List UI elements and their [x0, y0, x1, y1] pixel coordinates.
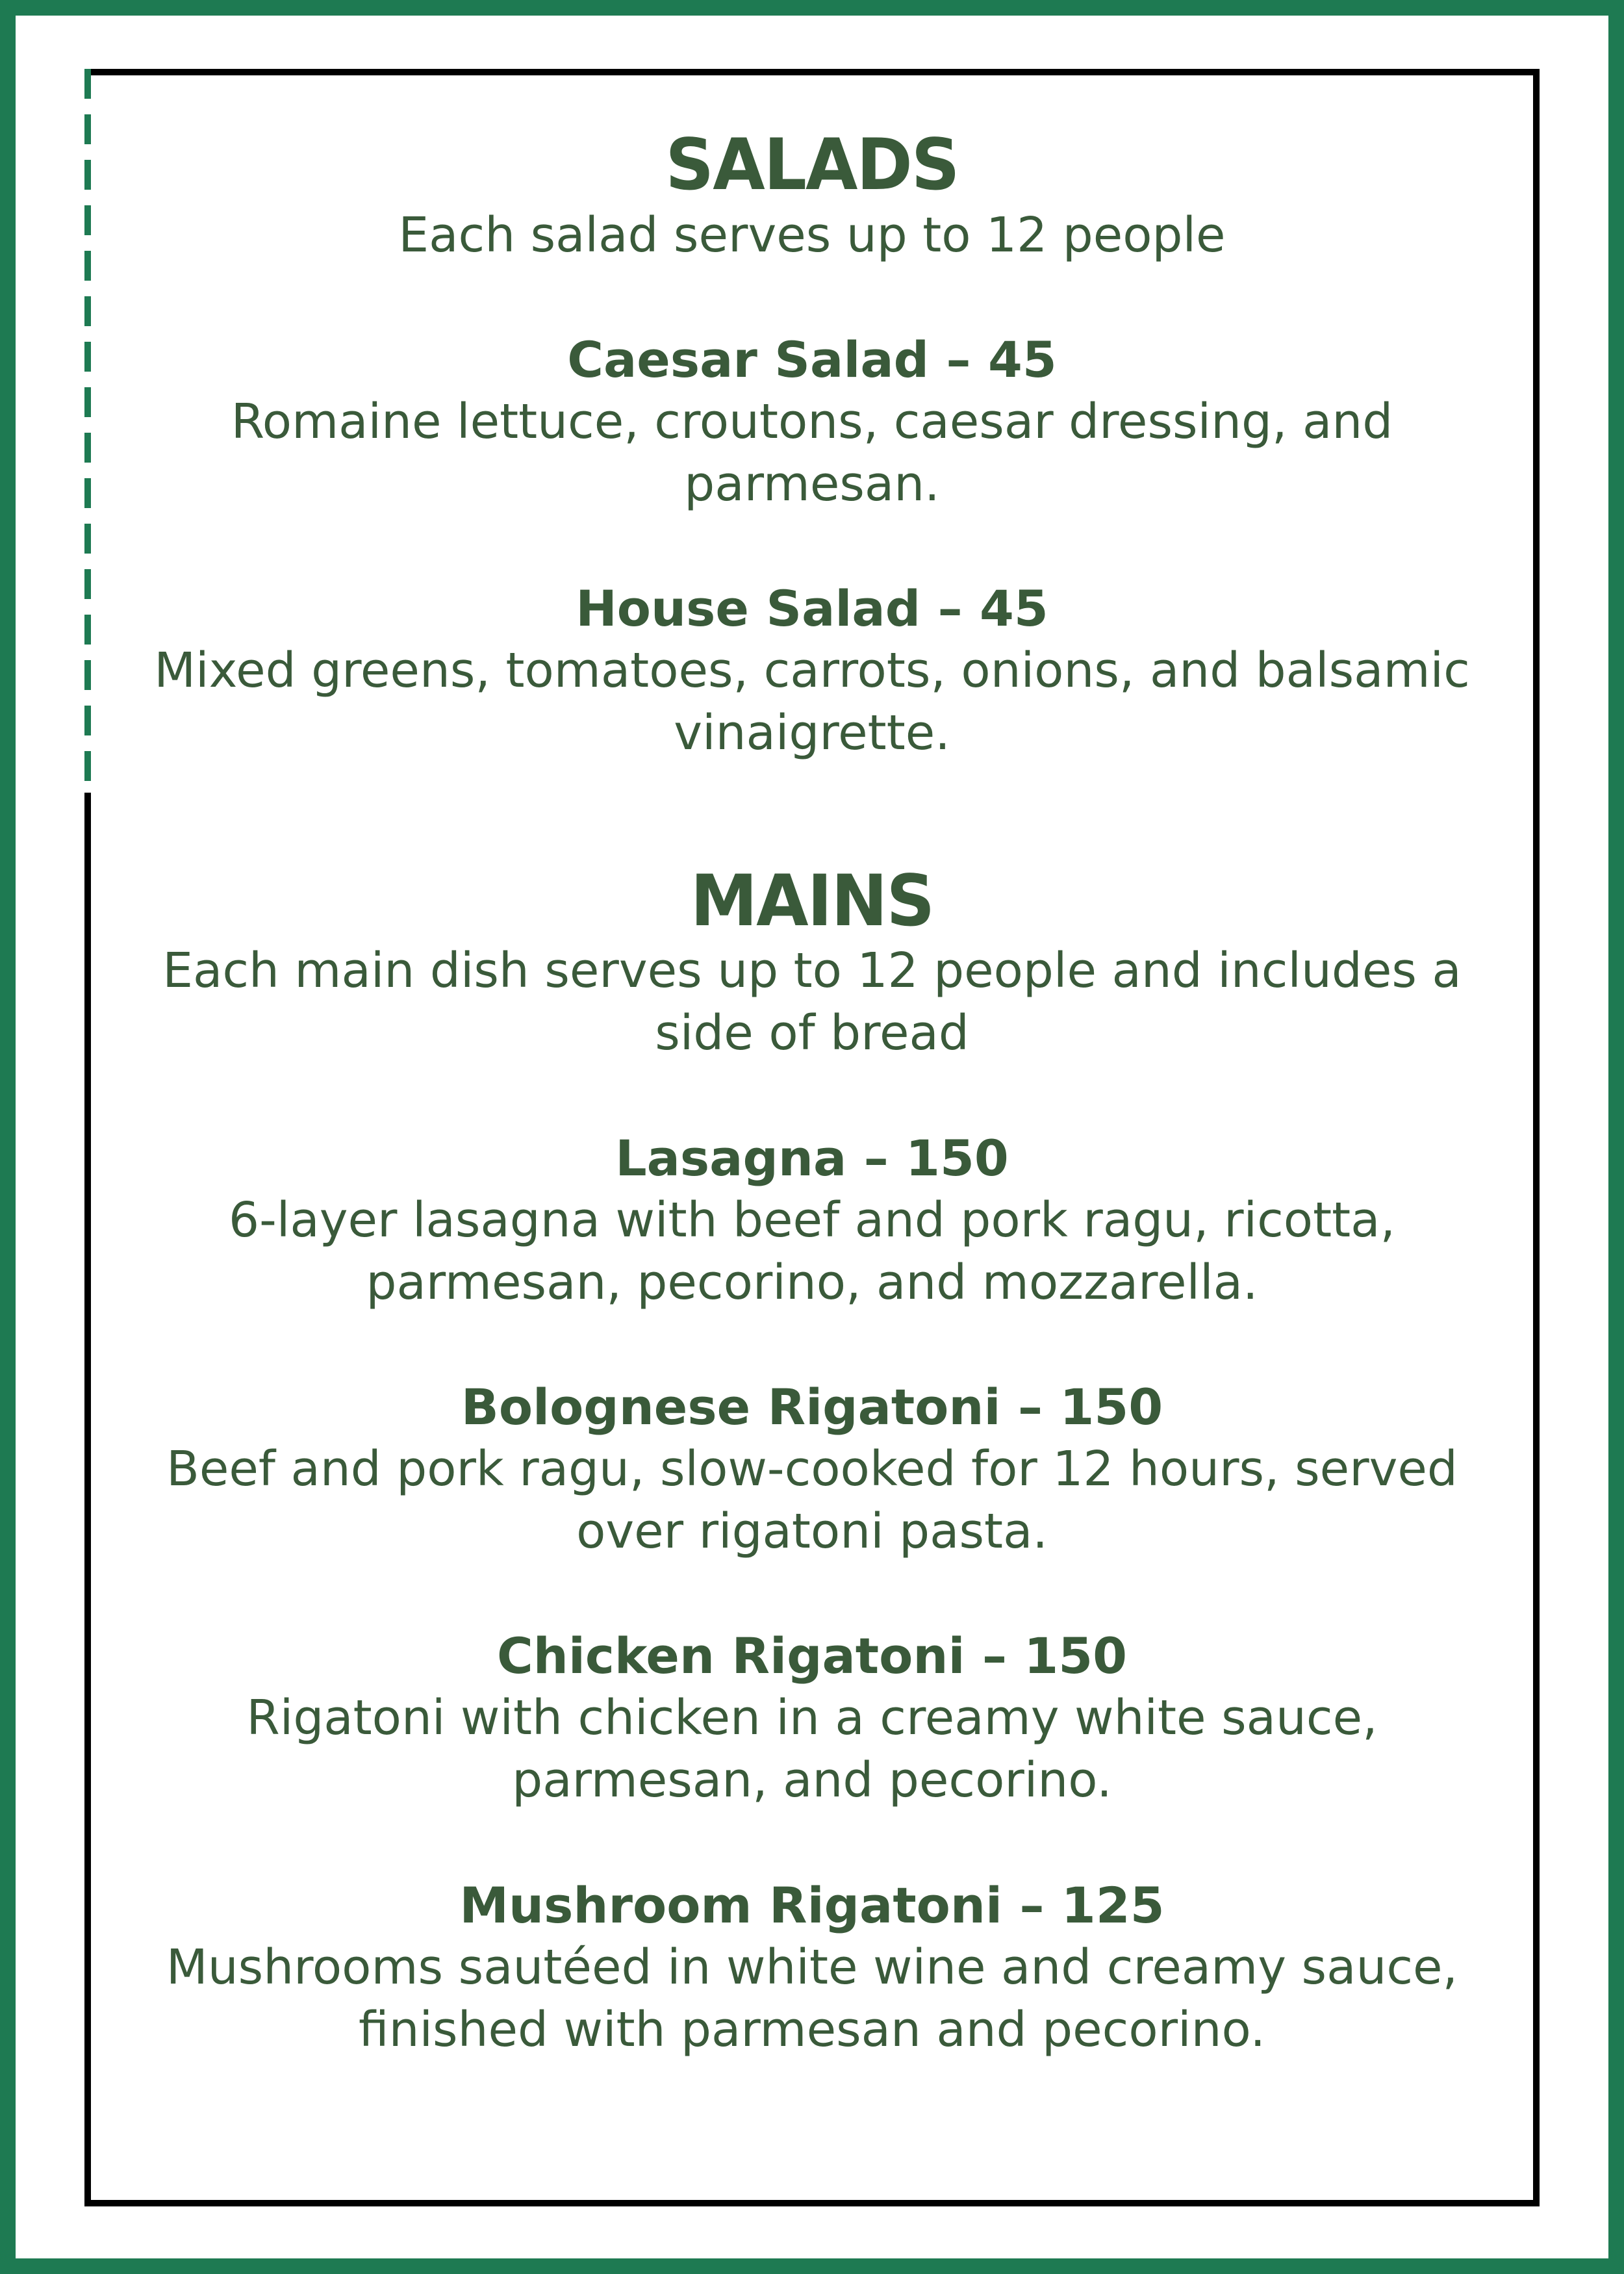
salads-subtitle: Each salad serves up to 12 people: [398, 207, 1226, 263]
item-name: Mushroom Rigatoni – 125: [459, 1876, 1165, 1934]
mains-title: MAINS: [690, 858, 934, 942]
mains-subtitle: Each main dish serves up to 12 people and includes a side of bread: [162, 943, 1462, 1062]
item-description: Beef and pork ragu, slow-cooked for 12 hours, served over rigatoni pasta.: [166, 1440, 1458, 1560]
item-name: Caesar Salad – 45: [567, 330, 1057, 389]
item-description: Mushrooms sautéed in white wine and creamy sauce, finished with parmesan and pecorino.: [166, 1939, 1458, 2058]
menu-content: [91, 75, 1533, 2061]
menu-item-mushroom-rigatoni: [91, 1874, 1533, 2061]
menu-item-bolognese-rigatoni: [91, 1376, 1533, 1563]
item-name: Lasagna – 150: [615, 1129, 1009, 1187]
item-description: Romaine lettuce, croutons, caesar dressing, and parmesan.: [231, 393, 1393, 512]
menu-item-caesar-salad: [91, 329, 1533, 515]
salads-title: SALADS: [665, 122, 959, 207]
item-description: 6-layer lasagna with beef and pork ragu, ricotta, parmesan, pecorino, and mozzarella.: [229, 1192, 1395, 1310]
item-name: Bolognese Rigatoni – 150: [461, 1377, 1163, 1436]
menu-item-chicken-rigatoni: [91, 1625, 1533, 1811]
item-description: Rigatoni with chicken in a creamy white sauce, parmesan, and pecorino.: [246, 1690, 1378, 1809]
menu-item-lasagna: [91, 1127, 1533, 1314]
dashed-accent-line: [84, 69, 91, 793]
salads-section: [91, 122, 1533, 765]
item-name: House Salad – 45: [576, 580, 1048, 638]
item-name: Chicken Rigatoni – 150: [496, 1627, 1128, 1685]
menu-item-house-salad: [91, 578, 1533, 764]
item-description: Mixed greens, tomatoes, carrots, onions, and balsamic vinaigrette.: [154, 643, 1470, 761]
mains-section: [91, 858, 1533, 2061]
